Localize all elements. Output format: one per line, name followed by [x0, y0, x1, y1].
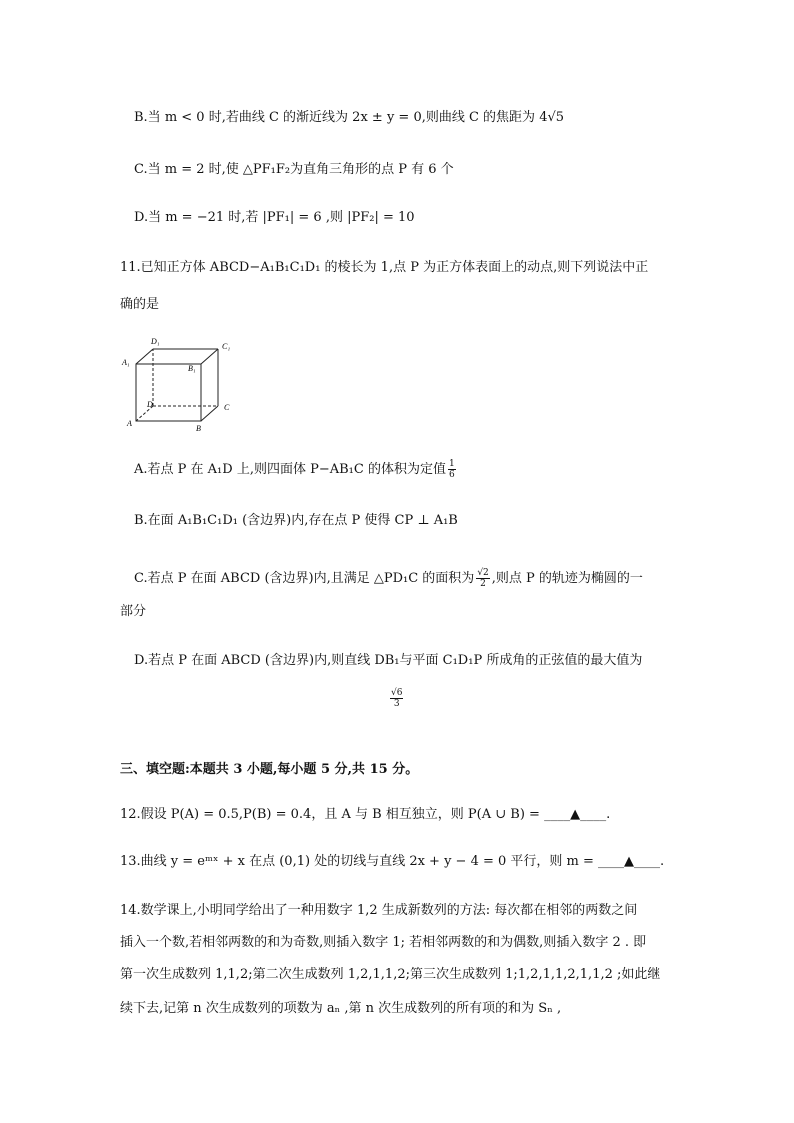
label-a: A [127, 419, 132, 428]
q11-option-d-value [388, 688, 405, 709]
q10-option-c: C.当 m = 2 时,使 △PF₁F₂为直角三角形的点 P 有 6 个 [134, 162, 454, 177]
q11-option-d: D.若点 P 在面 ABCD (含边界)内,则直线 DB₁与平面 C₁D₁P 所成角的正弦值的最大值为 [134, 653, 643, 668]
label-c1: C₁ [222, 342, 231, 351]
section3-title: 三、填空题:本题共 3 小题,每小题 5 分,共 15 分。 [120, 762, 419, 777]
fraction-sqrt2-over-2 [476, 568, 489, 589]
frac-numerator: √6 [391, 688, 403, 698]
frac-numerator: 1 [448, 459, 455, 469]
cube-figure [118, 335, 248, 435]
q10-option-d: D.当 m = −21 时,若 |PF₁| = 6 ,则 |PF₂| = 10 [134, 210, 415, 225]
q12-blank[interactable]: ____▲____. [544, 807, 611, 822]
q14-line2: 插入一个数,若相邻两数的和为奇数,则插入数字 1; 若相邻两数的和为偶数,则插入数字 2 . 即 [120, 935, 647, 950]
label-b: B [196, 424, 201, 433]
q11-option-c [134, 568, 643, 589]
q11-option-c-line2: 部分 [120, 604, 147, 619]
q11-option-c-pre: C.若点 P 在面 ABCD (含边界)内,且满足 △PD₁C 的面积为 [134, 571, 475, 586]
label-d1: D₁ [151, 337, 160, 346]
fraction-one-sixth [448, 459, 456, 480]
q14-line3: 第一次生成数列 1,1,2;第二次生成数列 1,2,1,1,2;第三次生成数列 1;1,2,1,1,2,1,1,2 ;如此继 [120, 967, 661, 982]
q10-option-b: B.当 m < 0 时,若曲线 C 的渐近线为 2x ± y = 0,则曲线 C 的焦距为 4√5 [134, 110, 565, 125]
q11-stem-line1: 11.已知正方体 ABCD−A₁B₁C₁D₁ 的棱长为 1,点 P 为正方体表面上的动点,则下列说法中正 [120, 260, 649, 275]
q11-option-c-post: ,则点 P 的轨迹为椭圆的一 [491, 571, 643, 586]
frac-denominator: 2 [480, 579, 486, 589]
label-c: C [224, 403, 230, 412]
label-a1: A₁ [122, 358, 130, 367]
q14-line1: 14.数学课上,小明同学给出了一种用数字 1,2 生成新数列的方法: 每次都在相邻的两数之间 [120, 903, 638, 918]
q11-stem-line2: 确的是 [120, 297, 160, 312]
q11-option-a-text: A.若点 P 在 A₁D 上,则四面体 P−AB₁C 的体积为定值 [134, 462, 446, 477]
q13-blank[interactable]: ____▲____. [598, 854, 665, 869]
frac-numerator: √2 [477, 568, 489, 578]
label-b1: B₁ [188, 364, 196, 373]
q14-line4: 续下去,记第 n 次生成数列的项数为 aₙ ,第 n 次生成数列的所有项的和为 Sₙ , [120, 1001, 562, 1016]
q13 [120, 853, 664, 871]
frac-denominator: 6 [448, 470, 455, 480]
fraction-sqrt6-over-3 [390, 688, 403, 709]
q13-text: 13.曲线 y = eᵐˣ + x 在点 (0,1) 处的切线与直线 2x + y − 4 = 0 平行，则 m = [120, 854, 599, 869]
q11-option-a [134, 459, 458, 480]
frac-denominator: 3 [393, 699, 400, 709]
q12 [120, 806, 610, 824]
q11-option-b: B.在面 A₁B₁C₁D₁ (含边界)内,存在点 P 使得 CP ⊥ A₁B [134, 513, 458, 528]
q12-text: 12.假设 P(A) = 0.5,P(B) = 0.4，且 A 与 B 相互独立，则 P(A ∪ B) = [120, 807, 545, 822]
label-d: D [147, 400, 153, 409]
